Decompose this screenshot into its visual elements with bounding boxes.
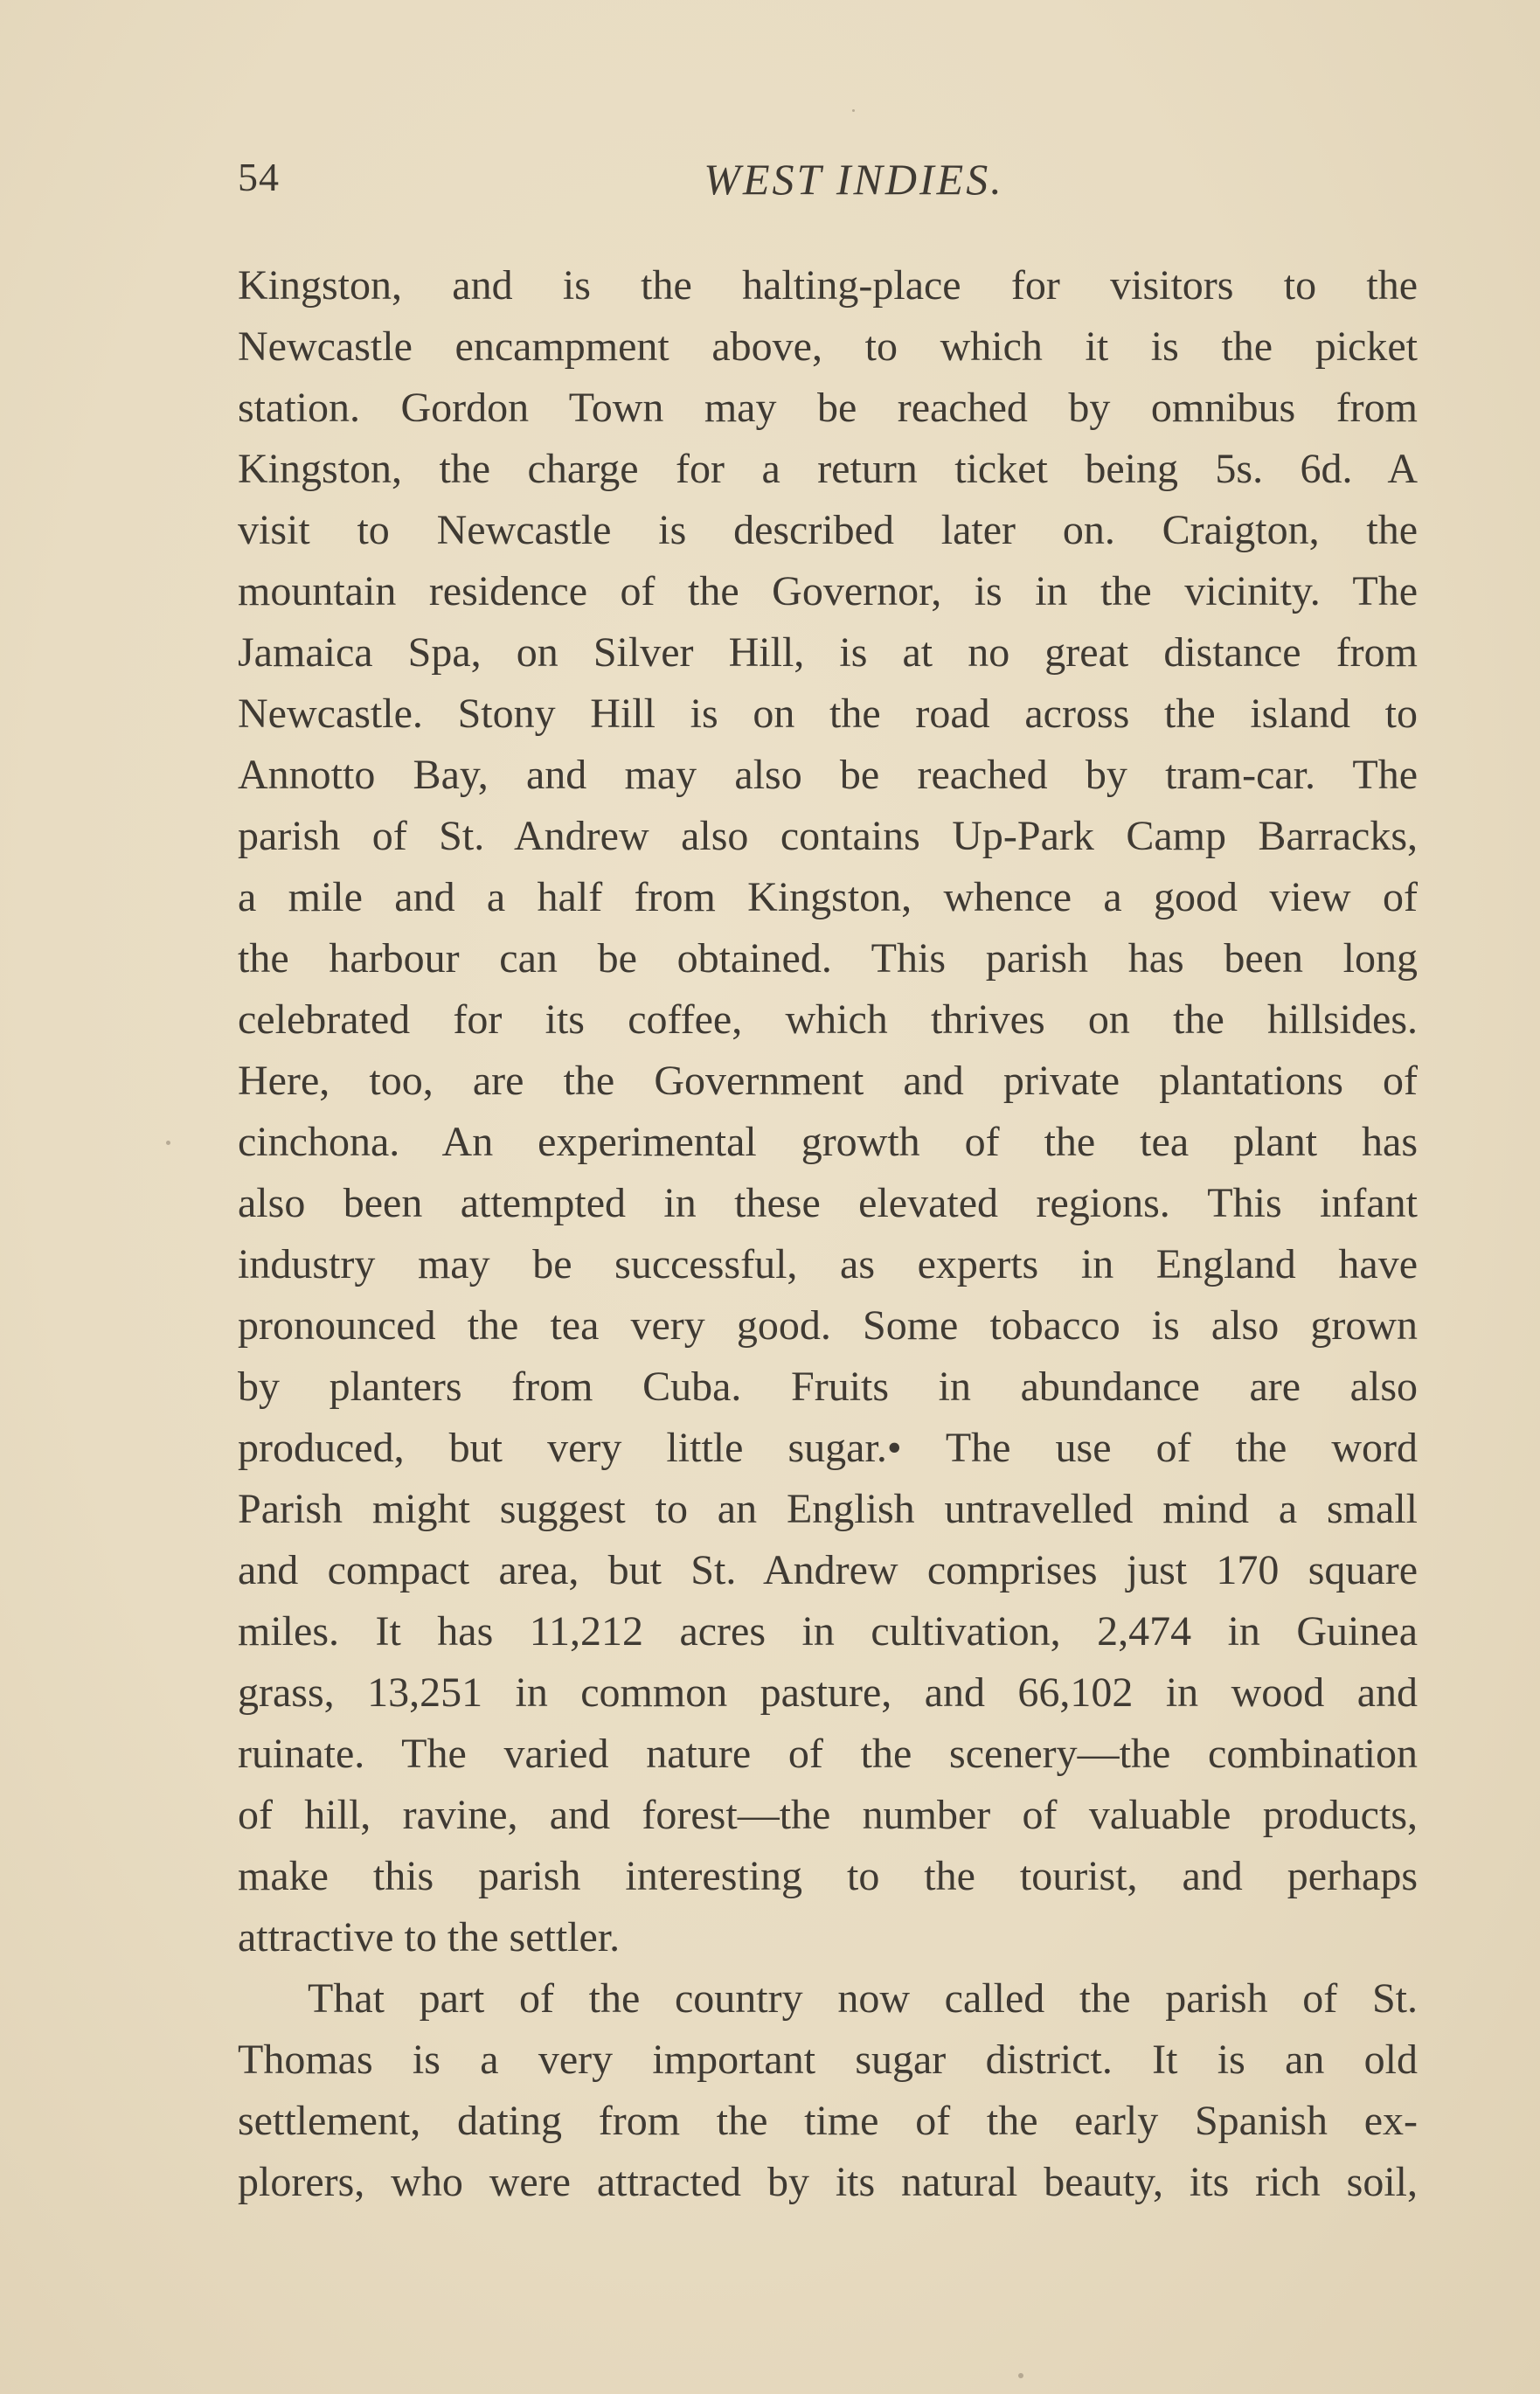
paragraph-2 [238,1968,1418,2213]
text-line: the harbour can be obtained. This parish has been long [238,935,1418,982]
text-line: Parish might suggest to an English untravelled mind a small [238,1486,1418,1532]
text-line: celebrated for its coffee, which thrives on the hillsides. [238,996,1418,1043]
text-line: station. Gordon Town may be reached by omnibus from [238,385,1418,431]
text-line: attractive to the settler. [238,1914,621,1960]
text-line: Here, too, are the Government and private plantations of [238,1058,1418,1104]
text-line: a mile and a half from Kingston, whence a good view of [238,874,1418,920]
text-line: make this parish interesting to the tourist, and perhaps [238,1853,1418,1899]
text-line: pronounced the tea very good. Some tobacco is also grown [238,1302,1418,1349]
text-line: produced, but very little sugar.• The use of the word [238,1425,1418,1471]
running-head [238,154,1418,215]
text-line: industry may be successful, as experts in England have [238,1241,1418,1287]
text-line: visit to Newcastle is described later on. Craigton, the [238,507,1418,553]
text-line: settlement, dating from the time of the early Spanish ex- [238,2098,1418,2144]
running-title: WEST INDIES. [704,155,1004,204]
text-line: Newcastle. Stony Hill is on the road across the island to [238,690,1418,737]
text-line: That part of the country now called the parish of St. [308,1975,1418,2022]
text-line: ruinate. The varied nature of the scenery—the combination [238,1731,1418,1777]
text-line: by planters from Cuba. Fruits in abundance are also [238,1364,1418,1410]
paper-speck [852,109,855,112]
text-line: and compact area, but St. Andrew comprises just 170 square [238,1547,1418,1593]
body-text [238,255,1418,2213]
text-line: mountain residence of the Governor, is in the vicinity. The [238,568,1418,614]
paper-speck [166,1141,170,1145]
text-line: Kingston, and is the halting-place for visitors to the [238,262,1418,309]
text-line: cinchona. An experimental growth of the tea plant has [238,1119,1418,1165]
text-line: also been attempted in these elevated regions. This infant [238,1180,1418,1226]
text-line: parish of St. Andrew also contains Up-Park Camp Barracks, [238,813,1418,859]
paper-speck [1018,2373,1023,2378]
text-line: Jamaica Spa, on Silver Hill, is at no great distance from [238,629,1418,676]
text-line: miles. It has 11,212 acres in cultivation, 2,474 in Guinea [238,1608,1418,1655]
text-line: Newcastle encampment above, to which it is the picket [238,323,1418,370]
text-line: plorers, who were attracted by its natural beauty, its rich soil, [238,2159,1418,2205]
text-line: Kingston, the charge for a return ticket being 5s. 6d. A [238,446,1418,492]
paragraph-1 [238,255,1418,1968]
text-line: of hill, ravine, and forest—the number of valuable products, [238,1792,1418,1838]
text-line: grass, 13,251 in common pasture, and 66,102 in wood and [238,1669,1418,1716]
text-line: Annotto Bay, and may also be reached by tram-car. The [238,752,1418,798]
text-line: Thomas is a very important sugar district. It is an old [238,2037,1418,2083]
page-number: 54 [238,155,280,199]
